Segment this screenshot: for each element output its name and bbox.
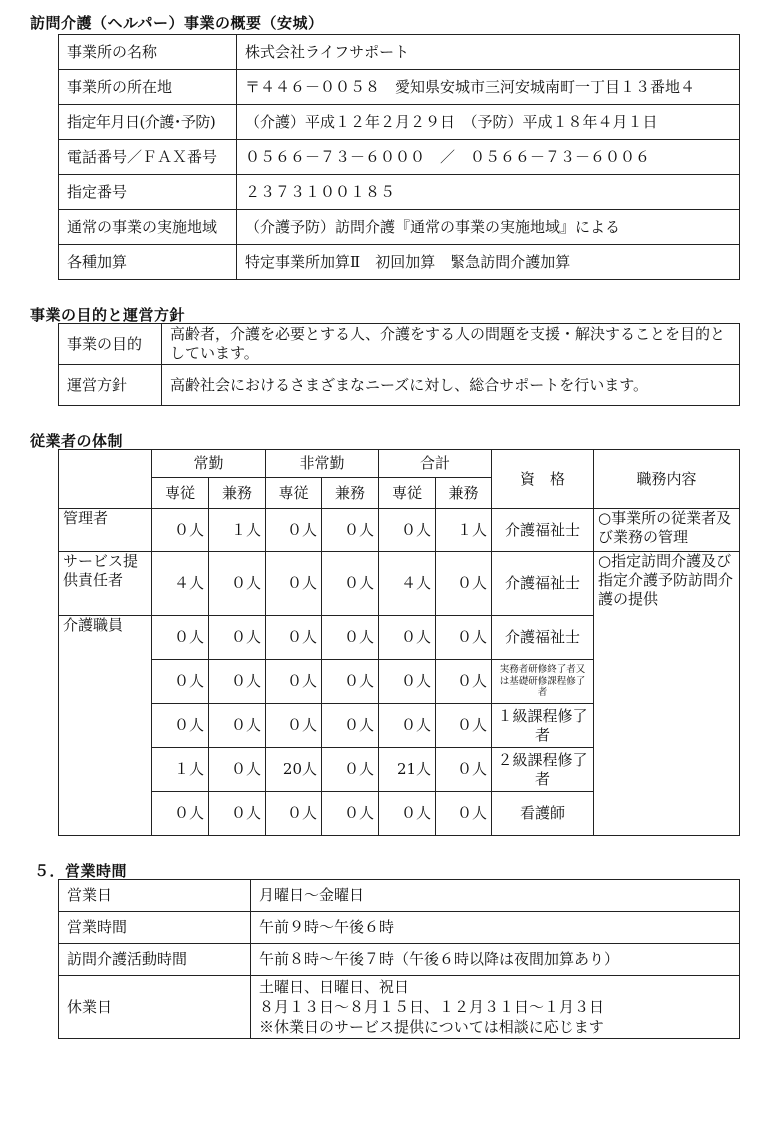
table-row (59, 35, 740, 70)
role-manager: 管理者 (59, 509, 152, 552)
duties-service: ○指定訪問介護及び指定介護予防訪問介護の提供 (594, 552, 740, 836)
count-cell: ０人 (322, 704, 379, 748)
section2-heading: 事業の目的と運営方針 (30, 306, 186, 324)
count-cell: １人 (209, 509, 266, 552)
business-days-value: 月曜日～金曜日 (251, 880, 740, 912)
qualification-header: 資 格 (492, 450, 594, 509)
count-cell: ４人 (379, 552, 436, 616)
duties-manager: ○事業所の従業者及び業務の管理 (594, 509, 740, 552)
count-cell: 20人 (266, 748, 322, 792)
count-cell: ０人 (436, 704, 492, 748)
holiday-line: ※休業日のサービス提供については相談に応じます (259, 1018, 604, 1036)
qualification-cell: 介護福祉士 (492, 616, 594, 660)
concurrent-header: 兼務 (436, 478, 492, 509)
count-cell: ０人 (379, 616, 436, 660)
count-cell: ０人 (322, 509, 379, 552)
designation-number-label: 指定番号 (59, 175, 237, 210)
role-care-staff: 介護職員 (59, 616, 152, 836)
count-cell: ０人 (209, 552, 266, 616)
count-cell: ０人 (209, 616, 266, 660)
section5-heading: ５．営業時間 (34, 862, 128, 880)
section1-heading: 訪問介護（ヘルパー）事業の概要（安城） (30, 14, 324, 32)
count-cell: ０人 (436, 748, 492, 792)
count-cell: ０人 (152, 792, 209, 836)
table-row (59, 552, 740, 616)
count-cell: ０人 (266, 509, 322, 552)
table-row (59, 70, 740, 105)
count-cell: ０人 (209, 792, 266, 836)
count-cell: ０人 (436, 616, 492, 660)
count-cell: ０人 (436, 792, 492, 836)
table-row (59, 509, 740, 552)
concurrent-header: 兼務 (209, 478, 266, 509)
count-cell: ０人 (436, 552, 492, 616)
count-cell: ０人 (209, 748, 266, 792)
qualification-cell: １級課程修了者 (492, 704, 594, 748)
count-cell: ０人 (322, 616, 379, 660)
count-cell: ０人 (322, 748, 379, 792)
count-cell: ０人 (322, 552, 379, 616)
qualification-cell: 介護福祉士 (492, 552, 594, 616)
count-cell: ０人 (152, 509, 209, 552)
dedicated-header: 専従 (152, 478, 209, 509)
full-time-header: 常勤 (152, 450, 266, 478)
holiday-line: ８月１３日～８月１５日、１２月３１日～１月３日 (259, 998, 605, 1016)
count-cell: ０人 (379, 509, 436, 552)
phone-fax-label: 電話番号／ＦＡＸ番号 (59, 140, 237, 175)
office-address-label: 事業所の所在地 (59, 70, 237, 105)
dedicated-header: 専従 (379, 478, 436, 509)
count-cell: ０人 (266, 792, 322, 836)
qualification-cell: 介護福祉士 (492, 509, 594, 552)
holiday-label: 休業日 (59, 976, 251, 1039)
table-row (59, 976, 740, 1039)
count-cell: ０人 (436, 660, 492, 704)
holiday-value (251, 976, 740, 1039)
count-cell: ０人 (266, 616, 322, 660)
count-cell: １人 (436, 509, 492, 552)
table-row (59, 324, 740, 365)
count-cell: ４人 (152, 552, 209, 616)
table-row (59, 365, 740, 406)
table-row (59, 210, 740, 245)
table-row (59, 912, 740, 944)
count-cell: 21人 (379, 748, 436, 792)
role-service-lead: サービス提供責任者 (59, 552, 152, 616)
activity-hours-value: 午前８時～午後７時（午後６時以降は夜間加算あり） (251, 944, 740, 976)
office-overview-table (58, 34, 740, 280)
table-row (59, 944, 740, 976)
designation-date-label: 指定年月日(介護･予防) (59, 105, 237, 140)
qualification-cell: 実務者研修終了者又は基礎研修課程修了者 (492, 660, 594, 704)
concurrent-header: 兼務 (322, 478, 379, 509)
table-header-row (59, 450, 740, 478)
corner-cell (59, 450, 152, 509)
business-hours-value: 午前９時～午後６時 (251, 912, 740, 944)
part-time-header: 非常勤 (266, 450, 379, 478)
count-cell: ０人 (209, 660, 266, 704)
policy-label: 運営方針 (59, 365, 162, 406)
table-row (59, 140, 740, 175)
count-cell: ０人 (322, 660, 379, 704)
qualification-cell: ２級課程修了者 (492, 748, 594, 792)
dedicated-header: 専従 (266, 478, 322, 509)
table-row (59, 175, 740, 210)
service-area-value: （介護予防）訪問介護『通常の事業の実施地域』による (237, 210, 740, 245)
holiday-line: 土曜日、日曜日、祝日 (259, 978, 410, 996)
count-cell: ０人 (266, 552, 322, 616)
table-row (59, 245, 740, 280)
staff-table (58, 449, 740, 836)
office-address-value: 〒４４６－００５８ 愛知県安城市三河安城南町一丁目１３番地４ (237, 70, 740, 105)
table-row (59, 880, 740, 912)
section3-heading: 従業者の体制 (30, 432, 124, 450)
purpose-policy-table (58, 323, 740, 406)
count-cell: ０人 (152, 616, 209, 660)
count-cell: ０人 (209, 704, 266, 748)
qualification-cell: 看護師 (492, 792, 594, 836)
count-cell: １人 (152, 748, 209, 792)
count-cell: ０人 (152, 704, 209, 748)
count-cell: ０人 (266, 704, 322, 748)
duties-header: 職務内容 (594, 450, 740, 509)
activity-hours-label: 訪問介護活動時間 (59, 944, 251, 976)
purpose-value: 高齢者，介護を必要とする人、介護をする人の問題を支援・解決することを目的としています。 (162, 324, 740, 365)
policy-value: 高齢社会におけるさまざまなニーズに対し、総合サポートを行います。 (162, 365, 740, 406)
count-cell: ０人 (379, 660, 436, 704)
total-header: 合計 (379, 450, 492, 478)
table-row (59, 105, 740, 140)
purpose-label: 事業の目的 (59, 324, 162, 365)
count-cell: ０人 (266, 660, 322, 704)
business-days-label: 営業日 (59, 880, 251, 912)
count-cell: ０人 (152, 660, 209, 704)
count-cell: ０人 (379, 792, 436, 836)
phone-fax-value: ０５６６－７３－６０００ ／ ０５６６－７３－６００６ (237, 140, 740, 175)
additions-value: 特定事業所加算Ⅱ 初回加算 緊急訪問介護加算 (237, 245, 740, 280)
count-cell: ０人 (379, 704, 436, 748)
office-name-label: 事業所の名称 (59, 35, 237, 70)
additions-label: 各種加算 (59, 245, 237, 280)
business-hours-label: 営業時間 (59, 912, 251, 944)
designation-date-value: （介護）平成１２年２月２９日 （予防）平成１８年４月１日 (237, 105, 740, 140)
business-hours-table (58, 879, 740, 1039)
service-area-label: 通常の事業の実施地域 (59, 210, 237, 245)
office-name-value: 株式会社ライフサポート (237, 35, 740, 70)
designation-number-value: ２３７３１００１８５ (237, 175, 740, 210)
count-cell: ０人 (322, 792, 379, 836)
